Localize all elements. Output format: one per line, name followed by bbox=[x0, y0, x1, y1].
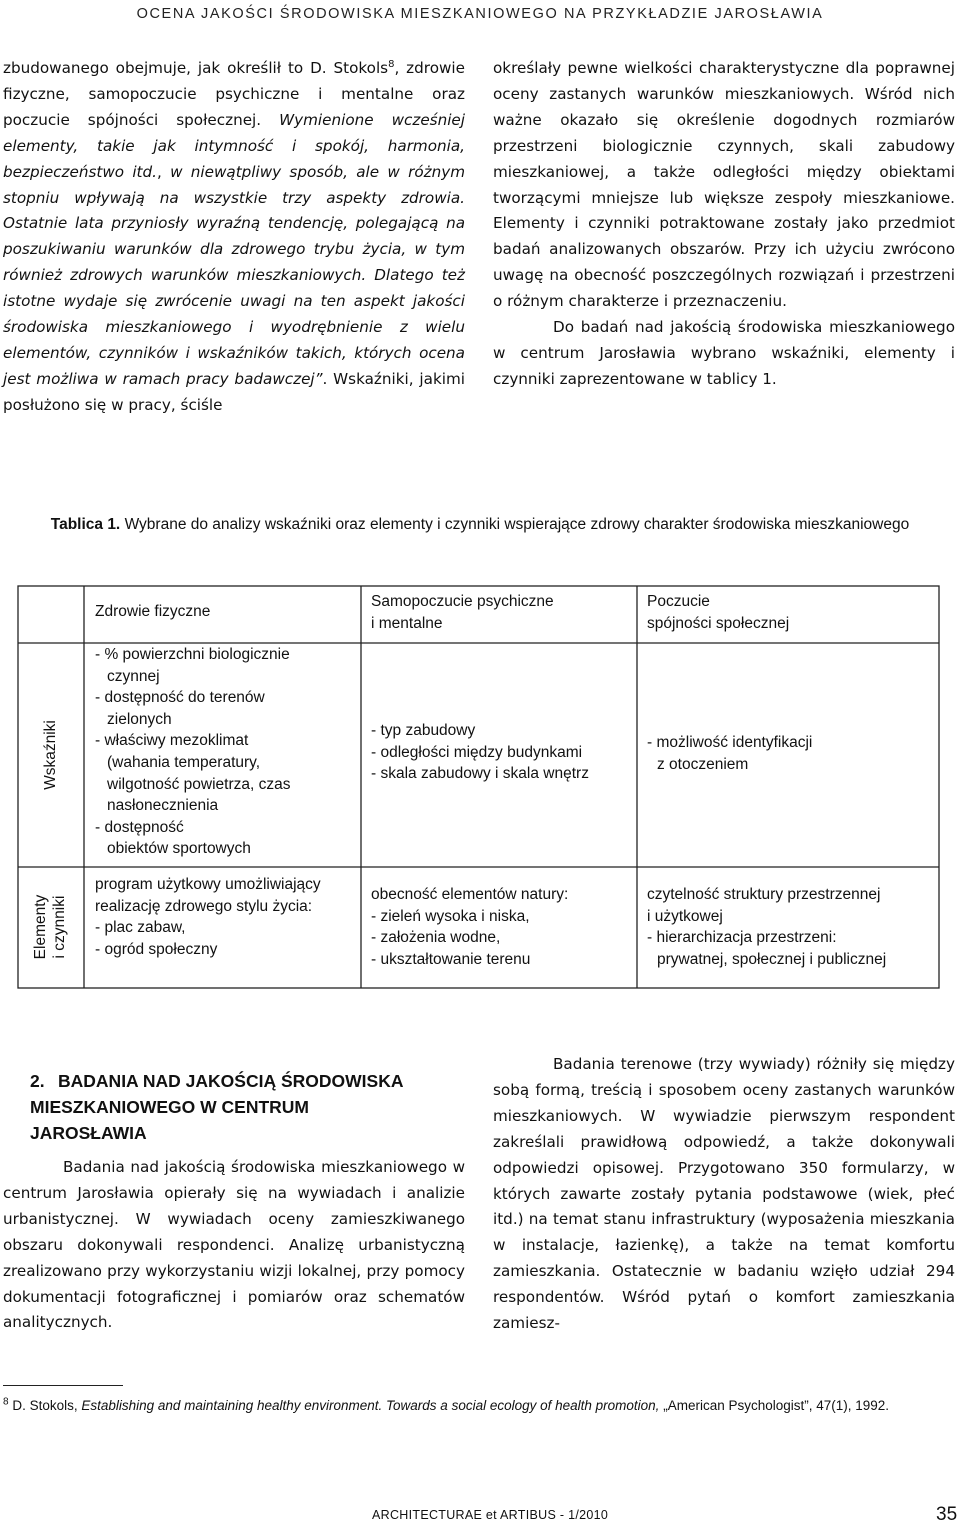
cell-line: i użytkowej bbox=[647, 907, 723, 925]
row-header-elements bbox=[31, 867, 71, 987]
italic-quote: Wymienione wcześniej elementy, takie jak intymność i spokój, harmonia, bezpieczeństwo itd. bbox=[3, 110, 465, 181]
header-text: Poczucie spójności społecznej bbox=[647, 593, 790, 632]
header-text: Zdrowie fizyczne bbox=[95, 603, 211, 620]
cell-elements-social bbox=[647, 884, 937, 970]
footnote-rule bbox=[3, 1385, 123, 1386]
cell-line: zielonych bbox=[107, 710, 172, 728]
col-header-mental bbox=[371, 591, 631, 634]
footnote-text: D. Stokols, bbox=[8, 1398, 82, 1413]
caption-text: Wybrane do analizy wskaźniki oraz elementy i czynniki wspierające zdrowy charakter środowiska mieszkaniowego bbox=[124, 516, 910, 533]
cell-line: z otoczeniem bbox=[657, 755, 749, 773]
footnote-mark: 8 bbox=[3, 1396, 9, 1408]
cell-line: - skala zabudowy i skala wnętrz bbox=[371, 765, 589, 783]
cell-line: program użytkowy umożliwiający realizację zdrowego stylu życia: bbox=[95, 876, 321, 915]
section-title: BADANIA NAD JAKOŚCIĄ ŚRODOWISKA MIESZKANIOWEGO W CENTRUM JAROSŁAWIA bbox=[30, 1071, 403, 1143]
text-run: zbudowanego obejmuje, jak określił to D. Stokols bbox=[3, 59, 389, 77]
section-heading bbox=[30, 1068, 430, 1146]
cell-line: - odległości między budynkami bbox=[371, 743, 583, 761]
cell-elements-physical bbox=[95, 874, 353, 960]
cell-line: wilgotność powietrza, czas bbox=[107, 775, 291, 793]
section-left-paragraph: Badania nad jakością środowiska mieszkaniowego w centrum Jarosławia opierały się na wywiadach i analizie urbanistycznej. W wywiadach oceny zamieszkiwanego obszaru dokonywali respondenci. Analizę urbanistyczną zrealizowano przy wykorzystaniu wizji lokalnej, przy pomocy dokumentacji fotograficznej i pomiarów oraz schematów analitycznych. bbox=[3, 1158, 465, 1332]
cell-line: - dostępność bbox=[95, 818, 184, 836]
cell-line: - zieleń wysoka i niska, bbox=[371, 907, 530, 925]
right-paragraph-1: określały pewne wielkości charakterystyczne dla poprawnej oceny zastanych warunków mieszkaniowych. Wśród nich ważne okazało się określenie dogodnych rozmiarów przestrzeni biologicznie czynnych, skali zabudowy mieszkaniowej, a także odległości między obiektami tworzącymi mniejsze lub większe zespoły mieszkaniowe. Elementy i czynniki potraktowane zostały jako przedmiot badań analizowanych obszarów. Przy ich użyciu zwrócono uwagę na obecność poszczególnych rozwiązań i przestrzeni o różnym charakterze i przeznaczeniu. bbox=[493, 59, 955, 311]
cell-indicators-physical bbox=[95, 644, 357, 860]
cell-line: - dostępność do terenów bbox=[95, 689, 265, 707]
cell-line: czytelność struktury przestrzennej bbox=[647, 886, 881, 903]
cell-elements-mental bbox=[371, 884, 633, 970]
page-number: 35 bbox=[936, 1504, 958, 1525]
cell-line: - właściwy mezoklimat bbox=[95, 732, 249, 750]
cell-line: - założenia wodne, bbox=[371, 929, 501, 947]
cell-indicators-social bbox=[647, 732, 932, 775]
right-paragraph-2: Do badań nad jakością środowiska mieszkaniowego w centrum Jarosławia wybrano wskaźniki, elementy i czynniki zaprezentowane w tablicy 1. bbox=[493, 318, 955, 388]
row-header-indicators: Wskaźniki bbox=[42, 720, 59, 790]
cell-line: nasłonecznienia bbox=[107, 797, 219, 815]
text-run: . Wskaźniki, jakimi posłużono się w pracy, ściśle bbox=[3, 369, 465, 414]
running-header: OCENA JAKOŚCI ŚRODOWISKA MIESZKANIOWEGO NA PRZYKŁADZIE JAROSŁAWIA bbox=[136, 6, 824, 22]
section-right-paragraph: Badania terenowe (trzy wywiady) różniły się między sobą formą, treścią i sposobem oceny zastanych warunków mieszkaniowych. W wywiadzie pierwszym respondent zakreślali prawidłową odpowiedź, a także dokonywali odpowiedzi opisowej. Przygotowano 350 formularzy, w których zawarte zostały pytania podstawowe (wiek, płeć itd.) na temat stanu infrastruktury (wyposażenia mieszkania w instalacje, łazienkę), a także na temat komfortu zamieszkania. Ostatecznie w badaniu wzięło udział 294 respondentów. Wśród pytań o komfort zamieszkania zamiesz- bbox=[493, 1055, 955, 1333]
cell-line: - ogród społeczny bbox=[95, 940, 218, 958]
cell-line: - możliwość identyfikacji bbox=[647, 734, 813, 751]
cell-line: - plac zabaw, bbox=[95, 919, 186, 937]
cell-line: obiektów sportowych bbox=[107, 840, 251, 858]
italic-quote: w niewątpliwy sposób, ale w różnym stopniu wpływają na wszystkie trzy aspekty zdrowia. Ostatnie lata przyniosły wyraźną tendencję, polegającą na poszukiwaniu warunków dla zdrowego trybu życia, w tym również zdrowych warunków mieszkaniowych. Dlatego też istotne wydaje się zwrócenie uwagi na ten aspekt jakości środowiska mieszkaniowego i wyodrębnienie z wielu elementów, czynników i wskaźników takich, których ocena jest możliwa w ramach pracy badawczej” bbox=[3, 162, 465, 388]
footnote-text: „American Psychologist”, 47(1), 1992. bbox=[659, 1398, 890, 1413]
text-run: , zdrowie fizyczne, samopoczucie psychiczne i mentalne oraz poczucie spójności społecznej. bbox=[3, 59, 465, 129]
cell-line: obecność elementów natury: bbox=[371, 886, 569, 903]
col-header-social bbox=[647, 591, 932, 634]
cell-line: - typ zabudowy bbox=[371, 722, 476, 739]
header-text: Samopoczucie psychiczne i mentalne bbox=[371, 593, 554, 632]
section-number: 2. bbox=[30, 1071, 45, 1091]
right-column-bottom bbox=[493, 1052, 955, 1337]
cell-line: czynnej bbox=[107, 667, 160, 685]
col-header-physical bbox=[95, 601, 355, 623]
journal-footer: ARCHITECTURAE et ARTIBUS - 1/2010 bbox=[372, 1508, 609, 1522]
header-text: Elementy i czynniki bbox=[32, 894, 68, 960]
footnote-title: Establishing and maintaining healthy environment. Towards a social ecology of health promotion, bbox=[81, 1398, 660, 1413]
cell-line: - % powierzchni biologicznie bbox=[95, 646, 290, 663]
footnote bbox=[3, 1396, 955, 1415]
text-run: , bbox=[156, 162, 171, 181]
cell-line: - ukształtowanie terenu bbox=[371, 950, 531, 968]
caption-label: Tablica 1. bbox=[50, 516, 121, 533]
cell-line: (wahania temperatury, bbox=[107, 753, 261, 771]
footnote-ref: 8 bbox=[388, 58, 395, 70]
cell-indicators-mental bbox=[371, 720, 633, 785]
cell-line: prywatnej, społecznej i publicznej bbox=[657, 950, 887, 968]
cell-line: - hierarchizacja przestrzeni: bbox=[647, 929, 837, 947]
left-column-bottom bbox=[3, 1155, 465, 1336]
